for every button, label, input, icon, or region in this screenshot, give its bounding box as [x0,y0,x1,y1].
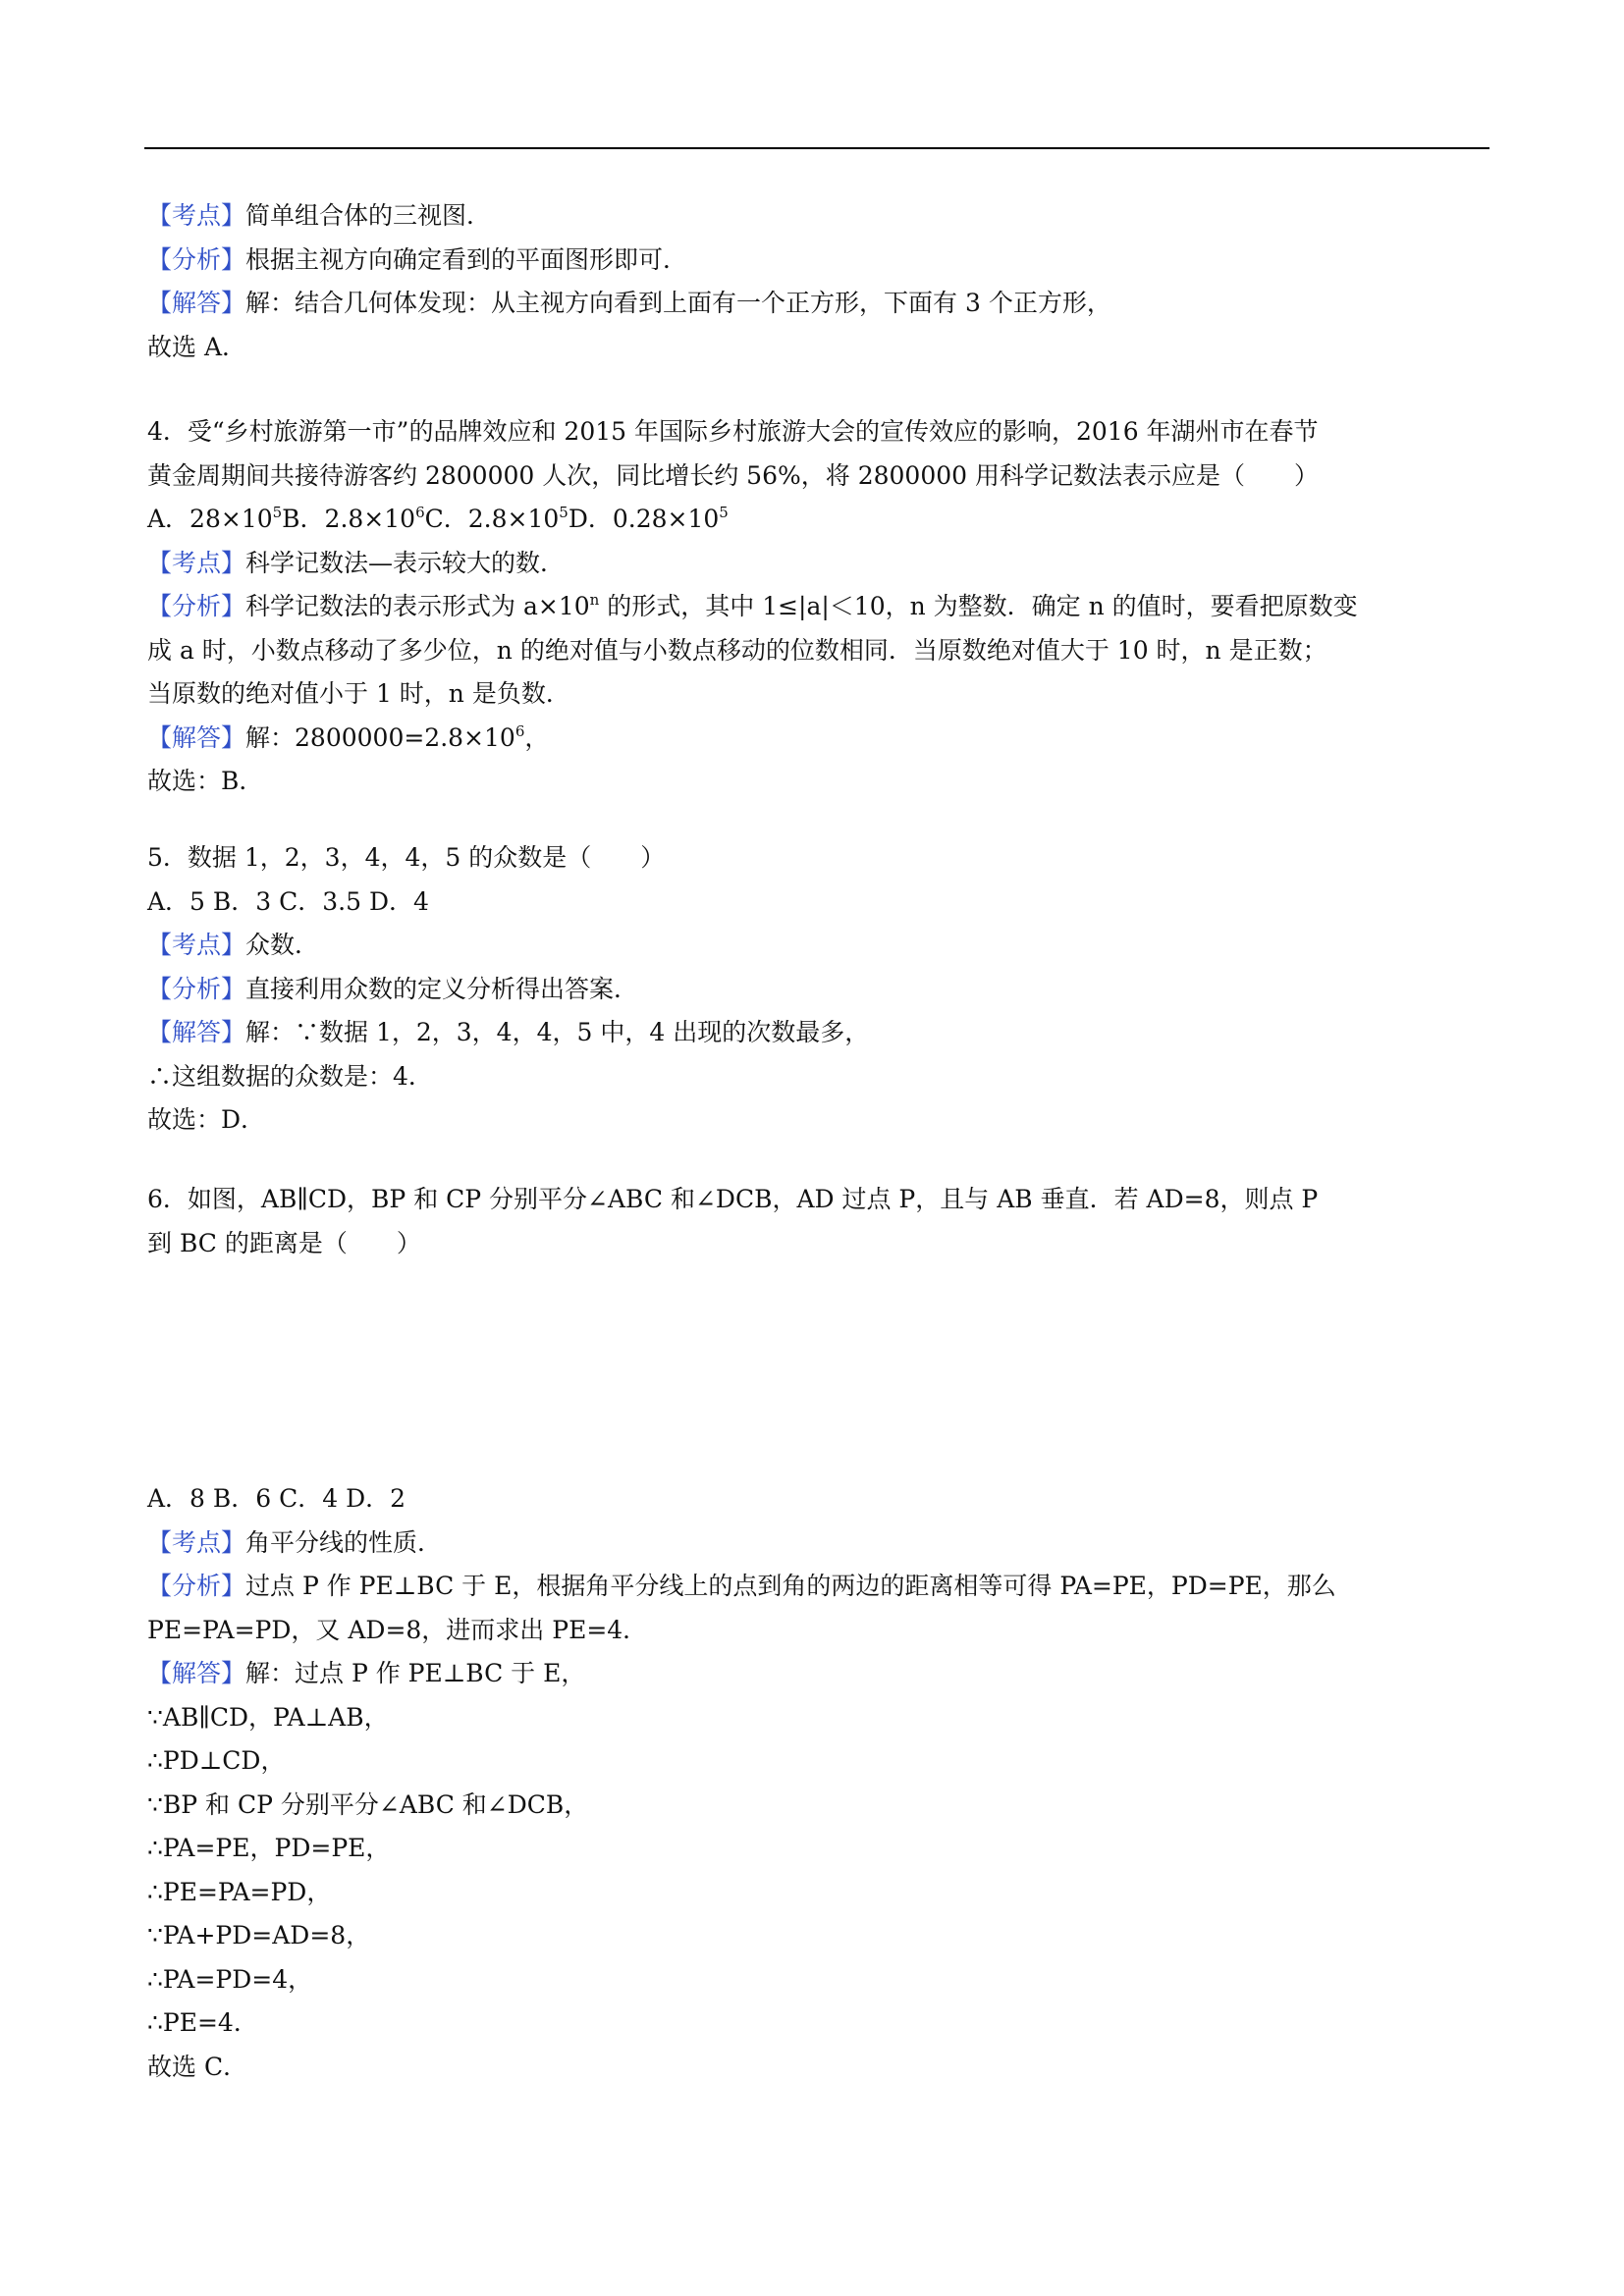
line: ∵PA+PD=AD=8， [147,1921,371,1949]
figure-area [147,1276,736,1472]
question-5 [147,836,1492,1143]
question-text: 5．数据 1，2，3，4，4，5 的众数是（ ） [147,843,666,872]
line: 【考点】科学记数法—表示较大的数． [147,548,566,577]
line: 【解答】解：过点 P 作 PE⊥BC 于 E， [147,1659,586,1687]
line: 成 a 时，小数点移动了多少位，n 的绝对值与小数点移动的位数相同．当原数绝对值大于 10 时，n 是正数； [147,635,1327,665]
jieda-tag: 【解答】 [147,289,246,317]
question-6-solution [147,1477,1492,2089]
line: 【分析】科学记数法的表示形式为 $a\times 10^n$ 的形式，其中 1≤|a|＜10，n 为整数．确定 n 的值时，要看把原数变 [147,591,1358,620]
line: 【分析】直接利用众数的定义分析得出答案． [147,974,639,1003]
jieda-tag: 【解答】 [147,1018,246,1046]
line: 【分析】根据主视方向确定看到的平面图形即可． [147,244,688,274]
jieda-tag: 【解答】 [147,722,246,752]
answer-options: A．5 B．3 C．3.5 D．4 [147,886,429,916]
kaodian-tag: 【考点】 [147,201,246,230]
line: ∴PE=4． [147,2008,258,2037]
fenxi-tag: 【分析】 [147,974,246,1003]
question-text: 到 BC 的距离是（ ） [147,1228,421,1257]
kaodian-tag: 【考点】 [147,548,246,577]
question-text: 6．如图，AB∥CD，BP 和 CP 分别平分∠ABC 和∠DCB，AD 过点 P，且与 AB 垂直．若 AD=8，则点 P [147,1185,1319,1213]
line: 【考点】众数． [147,931,320,959]
answer-options: A．8 B．6 C．4 D．2 [147,1484,406,1513]
kaodian-tag: 【考点】 [147,931,246,959]
question-6 [147,1178,1492,1265]
question-text: 黄金周期间共接待游客约 2800000 人次，同比增长约 56%，将 2800000 用科学记数法表示应是（ ） [147,460,1319,490]
line: ∵AB∥CD，PA⊥AB， [147,1702,389,1732]
line: 故选：D． [147,1105,266,1134]
line: 故选 C． [147,2052,248,2081]
line: ∴这组数据的众数是：4． [147,1061,433,1091]
line: 【解答】解：∵数据 1，2，3，4，4，5 中，4 出现的次数最多， [147,1018,870,1046]
line: 当原数的绝对值小于 1 时，n 是负数． [147,679,570,708]
fenxi-tag: 【分析】 [147,244,246,274]
line: 【解答】解：结合几何体发现：从主视方向看到上面有一个正方形，下面有 3 个正方形， [147,289,1111,317]
line: 故选：B． [147,767,264,795]
line: 【考点】简单组合体的三视图． [147,201,492,230]
header-rule [144,147,1489,149]
answer-options: A．$28\times 10^5B$．$2.8\times 10^6C$．$2.8\times 10^5D$．$0.28\times 10^5$ [147,504,729,533]
line: ∴PE=PA=PD， [147,1877,332,1906]
question-4 [147,410,1492,804]
line: ∴PD⊥CD， [147,1746,286,1775]
line: 【解答】解：$2800000=2.8\times 10^6$， [147,721,550,752]
jieda-tag: 【解答】 [147,1659,246,1687]
line: 【考点】角平分线的性质． [147,1527,443,1557]
line: PE=PA=PD，又 AD=8，进而求出 PE=4． [147,1615,648,1644]
line: ∴PA=PE，PD=PE， [147,1834,391,1862]
line: ∵BP 和 CP 分别平分∠ABC 和∠DCB， [147,1789,589,1819]
fenxi-tag: 【分析】 [147,1572,246,1600]
q3-solution [147,194,1492,369]
kaodian-tag: 【考点】 [147,1527,246,1557]
line: 【分析】过点 P 作 PE⊥BC 于 E，根据角平分线上的点到角的两边的距离相等可得 PA=PE，PD=PE，那么 [147,1572,1336,1600]
line: ∴PA=PD=4， [147,1964,313,1994]
line: 故选 A． [147,332,247,361]
question-text: 4．受“乡村旅游第一市”的品牌效应和 2015 年国际乡村旅游大会的宣传效应的影响，2016 年湖州市在春节 [147,417,1319,446]
fenxi-tag: 【分析】 [147,592,246,620]
